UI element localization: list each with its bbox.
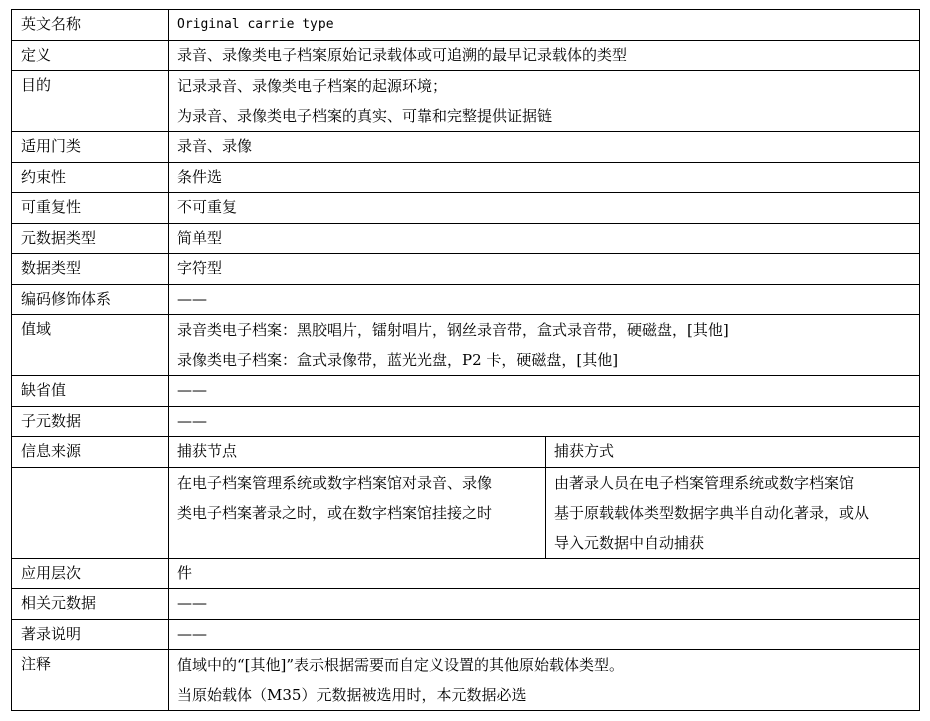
capture-method-header: 捕获方式 xyxy=(546,437,920,468)
row-info-source-detail xyxy=(12,467,920,558)
capture-method-line: 由著录人员在电子档案管理系统或数字档案馆 xyxy=(554,473,855,492)
row-applicable-category xyxy=(12,132,920,163)
row-value-range xyxy=(12,315,920,376)
application-level-value: 件 xyxy=(169,558,920,589)
value-range-value xyxy=(169,315,920,376)
row-annotation xyxy=(12,650,920,711)
purpose-label: 目的 xyxy=(12,71,169,132)
info-source-label: 信息来源 xyxy=(12,437,169,468)
row-cataloging-notes xyxy=(12,619,920,650)
capture-node-line: 类电子档案著录之时，或在数字档案馆挂接之时 xyxy=(177,503,493,522)
metadata-element-table xyxy=(11,9,920,711)
data-type-label: 数据类型 xyxy=(12,254,169,285)
related-metadata-label: 相关元数据 xyxy=(12,589,169,620)
constraint-label: 约束性 xyxy=(12,162,169,193)
cataloging-notes-label: 著录说明 xyxy=(12,619,169,650)
definition-value: 录音、录像类电子档案原始记录载体或可追溯的最早记录载体的类型 xyxy=(169,40,920,71)
info-source-empty-cell xyxy=(12,467,169,558)
default-value-label: 缺省值 xyxy=(12,376,169,407)
capture-method-line: 基于原载载体类型数据字典半自动化著录，或从 xyxy=(554,503,870,522)
row-default-value xyxy=(12,376,920,407)
purpose-line: 记录录音、录像类电子档案的起源环境； xyxy=(177,77,448,95)
annotation-label: 注释 xyxy=(12,650,169,711)
capture-method-value xyxy=(546,467,920,558)
metadata-type-value: 简单型 xyxy=(169,223,920,254)
encoding-scheme-label: 编码修饰体系 xyxy=(12,284,169,315)
capture-node-header: 捕获节点 xyxy=(169,437,546,468)
applicable-category-value: 录音、录像 xyxy=(169,132,920,163)
annotation-value xyxy=(169,650,920,711)
metadata-type-label: 元数据类型 xyxy=(12,223,169,254)
row-info-source-header xyxy=(12,437,920,468)
row-sub-metadata xyxy=(12,406,920,437)
constraint-value: 条件选 xyxy=(169,162,920,193)
row-related-metadata xyxy=(12,589,920,620)
value-range-label: 值域 xyxy=(12,315,169,376)
row-metadata-type xyxy=(12,223,920,254)
row-repeatability xyxy=(12,193,920,224)
row-definition xyxy=(12,40,920,71)
english-name-value: Original carrie type xyxy=(169,10,920,41)
applicable-category-label: 适用门类 xyxy=(12,132,169,163)
repeatability-value: 不可重复 xyxy=(169,193,920,224)
row-application-level xyxy=(12,558,920,589)
value-range-line: 录像类电子档案：盒式录像带，蓝光光盘，P2 卡，硬磁盘，[其他] xyxy=(177,351,619,369)
definition-label: 定义 xyxy=(12,40,169,71)
row-constraint xyxy=(12,162,920,193)
capture-node-line: 在电子档案管理系统或数字档案馆对录音、录像 xyxy=(177,473,493,492)
capture-node-value xyxy=(169,467,546,558)
sub-metadata-label: 子元数据 xyxy=(12,406,169,437)
annotation-line: 当原始载体（M35）元数据被选用时，本元数据必选 xyxy=(177,686,527,704)
annotation-line: 值域中的“[其他]”表示根据需要而自定义设置的其他原始载体类型。 xyxy=(177,656,625,674)
cataloging-notes-value: —— xyxy=(169,619,920,650)
row-purpose xyxy=(12,71,920,132)
english-name-label: 英文名称 xyxy=(12,10,169,41)
value-range-line: 录音类电子档案：黑胶唱片，镭射唱片，钢丝录音带，盒式录音带，硬磁盘，[其他] xyxy=(177,321,729,339)
encoding-scheme-value: —— xyxy=(169,284,920,315)
row-data-type xyxy=(12,254,920,285)
related-metadata-value: —— xyxy=(169,589,920,620)
purpose-value xyxy=(169,71,920,132)
row-encoding-scheme xyxy=(12,284,920,315)
repeatability-label: 可重复性 xyxy=(12,193,169,224)
default-value-value: —— xyxy=(169,376,920,407)
application-level-label: 应用层次 xyxy=(12,558,169,589)
purpose-line: 为录音、录像类电子档案的真实、可靠和完整提供证据链 xyxy=(177,107,553,125)
data-type-value: 字符型 xyxy=(169,254,920,285)
capture-method-line: 导入元数据中自动捕获 xyxy=(554,533,705,552)
sub-metadata-value: —— xyxy=(169,406,920,437)
row-english-name xyxy=(12,10,920,41)
